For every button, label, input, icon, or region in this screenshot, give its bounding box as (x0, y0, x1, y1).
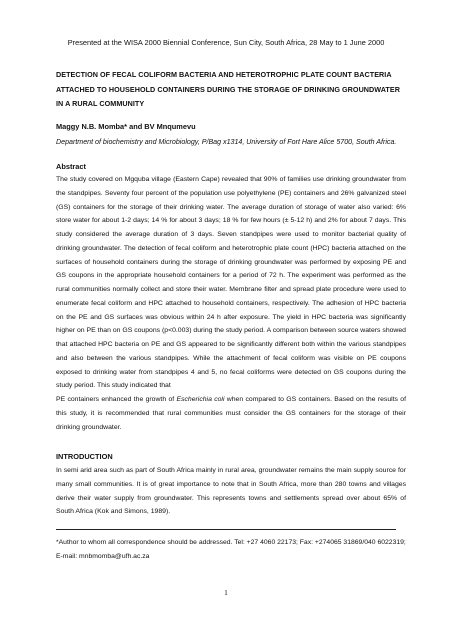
page-number: 1 (224, 588, 228, 597)
correspondence-footnote: *Author to whom all correspondence should be addressed. Tel: +27 4060 22173; Fax: +274065 31869/040 6022319; E-mail: mnbmomba@ufh.ac.za (56, 539, 406, 560)
abstract-body (56, 173, 406, 434)
abstract-paragraph-2 (56, 393, 406, 434)
paper-title: DETECTION OF FECAL COLIFORM BACTERIA AND HETEROTROPHIC PLATE COUNT BACTERIA ATTACHED TO HOUSEHOLD CONTAINERS DURING THE STORAGE OF DRINKING GROUNDWATER IN A RURAL COMMUNITY (56, 70, 400, 108)
abstract-paragraph-1: The study covered on Mgquba village (Eastern Cape) revealed that 90% of families use drinking groundwater from the standpipes. Seventy four percent of the population use polyethylene (PE) containers and 26% galvanized steel (GS) containers for the storage of their drinking water. The average duration of storage of water also varied: 6% store water for about 1-2 days; 14 % for about 3 days; 18 % for few hours (± 5-12 h) and 2% for about 7 days. This study considered the average duration of 3 days. Seven standpipes were used to monitor bacterial quality of drinking groundwater. The detection of fecal coliform and heterotrophic plate count (HPC) bacteria attached on the surfaces of household containers during the storage of drinking groundwater was performed by exposing PE and GS coupons in the appropriate household containers for a period of 72 h. The experiment was performed as the rural communities normally collect and store their water. Membrane filter and spread plate procedure were used to enumerate fecal coliform and HPC attached to household containers, respectively. The adhesion of HPC bacteria on the PE and GS surfaces was obvious within 24 h after exposure. The yield in HPC bacteria was significantly higher on PE than on GS coupons (p<0.003) during the study period. A comparison between source waters showed that attached HPC bacteria on PE and GS appeared to be significantly different both within the various standpipes and also between the various standpipes. While the attachment of fecal coliform was visible on PE coupons exposed to drinking water from standpipes 4 and 5, no fecal coliforms were detected on GS coupons during the study period. This study indicated that (56, 176, 406, 390)
introduction-heading: INTRODUCTION (56, 452, 113, 461)
abstract-text-post: when compared to GS containers. Based on the results of this study, it is recommended that rural communities must consider the GS containers for the storage of their drinking groundwater. (56, 396, 407, 431)
footnote-divider (56, 529, 396, 530)
abstract-heading: Abstract (56, 162, 86, 171)
authors: Maggy N.B. Momba* and BV Mnqumevu (56, 122, 196, 131)
conference-line: Presented at the WISA 2000 Biennial Conference, Sun City, South Africa, 28 May to 1 June 2000 (67, 38, 385, 47)
species-name: Escherichia coli (176, 396, 225, 403)
affiliation: Department of biochemistry and Microbiology, P/Bag x1314, University of Fort Hare Alice 5700, South Africa. (56, 138, 397, 146)
abstract-text-pre: PE containers enhanced the growth of (56, 396, 177, 403)
introduction-body: In semi arid area such as part of South Africa mainly in rural area, groundwater remains the main supply source for many small communities. It is of great importance to note that in South Africa, more than 280 towns and villages derive their water supply from groundwater. This represents towns and settlements spread over about 65% of South Africa (Kok and Simons, 1989). (56, 467, 406, 516)
